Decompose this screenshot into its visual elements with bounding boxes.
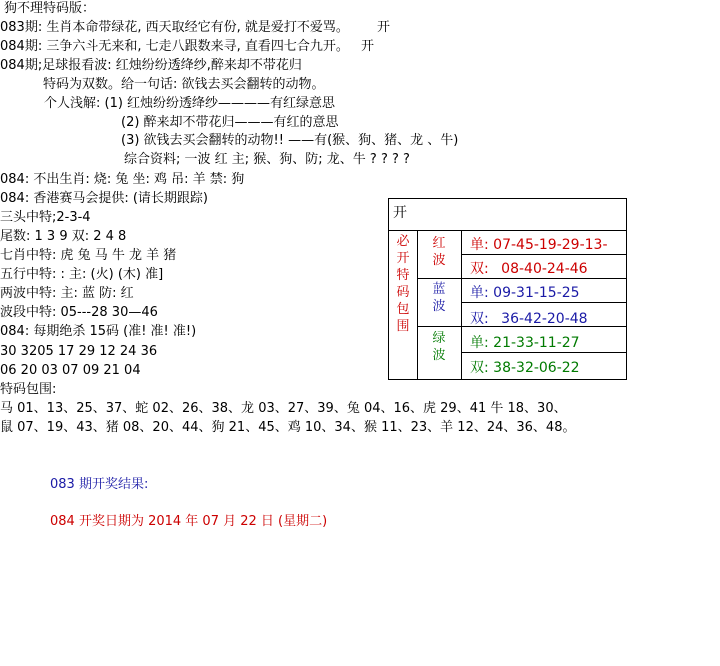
blue-even-row	[470, 308, 588, 328]
prediction-083-result: 开	[377, 20, 391, 35]
blue-odd-row	[470, 282, 580, 302]
stat-line: 五行中特: : 主: (火) (木) 准]	[0, 267, 164, 282]
stat-line: 084: 每期绝杀 15码 (准! 准! 准!)	[0, 324, 197, 339]
row-numbers: 21-33-11-27	[493, 335, 580, 351]
row-label: 单:	[470, 285, 489, 301]
prediction-083-label: 083期:	[0, 20, 43, 35]
row-label: 双:	[470, 360, 489, 376]
surround-line1: 马 01、13、25、37、蛇 02、26、38、龙 03、27、39、兔 04、16、虎 29、41 牛 18、30、	[0, 401, 567, 416]
prediction-084	[0, 39, 374, 55]
stat-line: 尾数: 1 3 9 双: 2 4 8	[0, 229, 127, 244]
surround-line2: 鼠 07、19、43、猪 08、20、44、狗 21、45、鸡 10、34、猴 11、23、羊 12、24、36、48。	[0, 420, 576, 435]
red-even-row	[470, 258, 588, 278]
stat-line: 三头中特;2-3-4	[0, 210, 91, 225]
green-odd-row	[470, 332, 580, 352]
prediction-084-label: 084期:	[0, 39, 43, 54]
football-riddle-line2: 特码为双数。给一句话: 欲钱去买会翻转的动物。	[43, 77, 325, 92]
row-label: 双:	[470, 261, 489, 277]
row-label: 双:	[470, 311, 489, 327]
draw-date-084: 084 开奖日期为 2014 年 07 月 22 日 (星期二)	[50, 514, 328, 529]
interpretation-line1: 个人浅解: (1) 红烛纷纷透绛纱————有红绿意思	[44, 96, 336, 111]
stat-line: 波段中特: 05---28 30—46	[0, 305, 158, 320]
red-odd-row	[470, 234, 608, 254]
prediction-083-text: 生肖本命带绿花, 西天取经它有份, 就是爱打不爱骂。	[46, 20, 349, 35]
stat-line: 两波中特: 主: 蓝 防: 红	[0, 286, 134, 301]
row-numbers: 09-31-15-25	[493, 285, 580, 301]
row-numbers: 07-45-19-29-13-	[493, 237, 608, 253]
page-title: 狗不理特码版：	[4, 1, 96, 16]
prediction-084-text: 三争六斗无来和, 七走八跟数来寻, 直看四七合九开。	[46, 39, 349, 54]
stat-line: 06 20 03 07 09 21 04	[0, 363, 141, 378]
row-label: 单:	[470, 335, 489, 351]
group-name-green: 绿波	[432, 331, 446, 363]
prediction-083	[0, 20, 390, 36]
interpretation-line3: (3) 欲钱去买会翻转的动物!! ——有(猴、狗、猪、龙 、牛)	[121, 133, 459, 148]
football-riddle-line1: 084期;足球报看波: 红烛纷纷透绛纱,醉来却不带花归	[0, 58, 302, 73]
zodiac-line: 084: 不出生肖: 烧: 兔 坐: 鸡 吊: 羊 禁: 狗	[0, 172, 245, 187]
interpretation-line2: (2) 醉来却不带花归———有红的意思	[121, 115, 339, 130]
group-name-blue: 蓝波	[432, 282, 446, 314]
green-even-row	[470, 357, 580, 377]
stat-line: 30 3205 17 29 12 24 36	[0, 344, 158, 359]
result-083: 083 期开奖结果:	[50, 477, 149, 492]
table-header: 开	[393, 205, 407, 221]
group-name-red: 红波	[432, 236, 446, 268]
surround-table	[388, 198, 627, 380]
row-numbers: 36-42-20-48	[501, 311, 588, 327]
stat-line: 七肖中特: 虎 兔 马 牛 龙 羊 猪	[0, 248, 177, 263]
table-left-column: 必开特码包围	[396, 234, 410, 334]
row-label: 单:	[470, 237, 489, 253]
hk-line: 084: 香港赛马会提供: (请长期跟踪)	[0, 191, 208, 206]
row-numbers: 38-32-06-22	[493, 360, 580, 376]
row-numbers: 08-40-24-46	[501, 261, 588, 277]
summary-line: 综合资料; 一波 红 主; 猴、狗、防; 龙、牛 ? ? ? ?	[124, 152, 410, 167]
prediction-084-result: 开	[361, 39, 375, 54]
stat-line: 特码包围:	[0, 382, 57, 397]
